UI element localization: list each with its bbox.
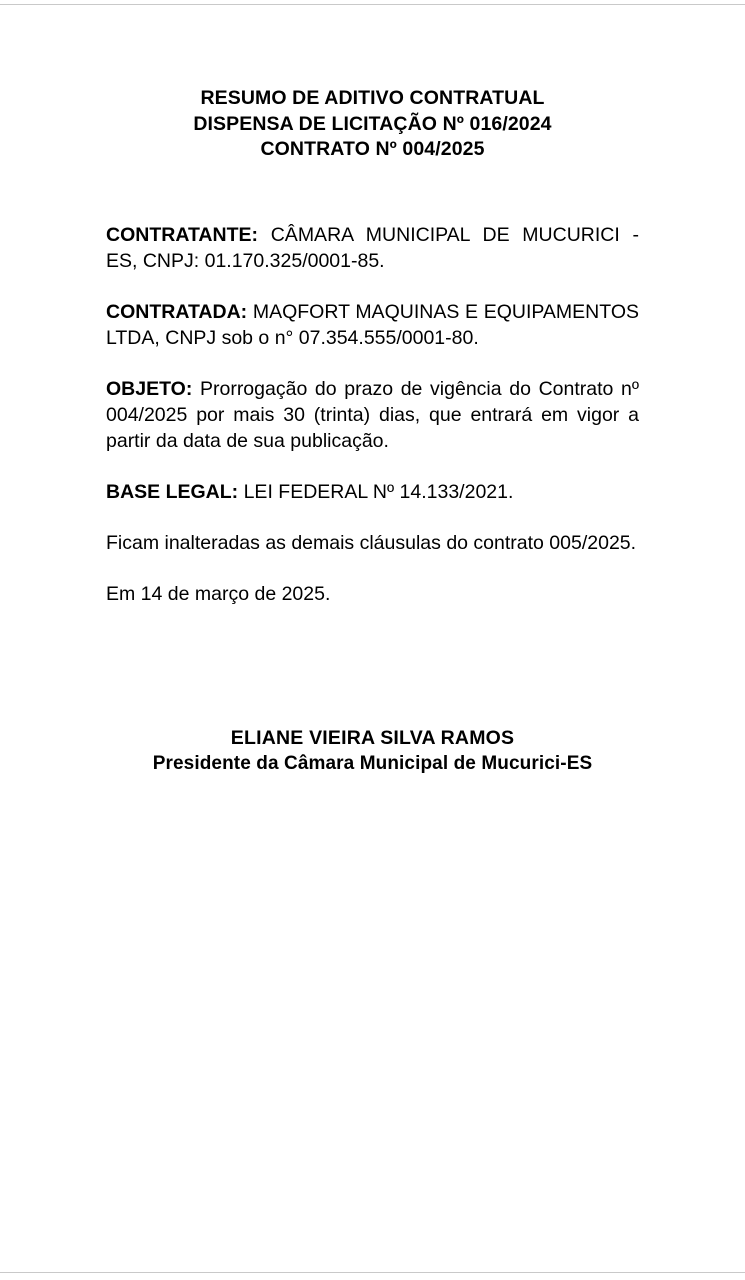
section-base-legal-label: BASE LEGAL: xyxy=(106,480,239,503)
section-base-legal xyxy=(106,479,639,505)
section-clausulas xyxy=(106,530,639,556)
signer-role: Presidente da Câmara Municipal de Mucurici-ES xyxy=(152,752,593,774)
section-contratante-label: CONTRATANTE: xyxy=(106,223,259,246)
page-title xyxy=(106,0,639,163)
page-bottom-divider xyxy=(0,1272,745,1273)
section-contratada-text: MAQFORT MAQUINAS E EQUIPAMENTOS LTDA, CNPJ sob o n° 07.354.555/0001-80. xyxy=(106,300,639,349)
section-contratada xyxy=(106,299,639,351)
section-objeto-text: Prorrogação do prazo de vigência do Contrato nº 004/2025 por mais 30 (trinta) dias, que entrará em vigor a partir da data de sua publicação. xyxy=(106,377,639,452)
title-line-2: DISPENSA DE LICITAÇÃO Nº 016/2024 xyxy=(193,112,552,135)
section-data xyxy=(106,581,639,607)
title-line-3: CONTRATO Nº 004/2025 xyxy=(260,138,485,160)
section-objeto-label: OBJETO: xyxy=(106,377,193,400)
section-contratante xyxy=(106,222,639,274)
title-line-1: RESUMO DE ADITIVO CONTRATUAL xyxy=(200,87,545,109)
section-objeto xyxy=(106,376,639,454)
section-data-text: Em 14 de março de 2025. xyxy=(106,582,331,605)
signer-name: ELIANE VIEIRA SILVA RAMOS xyxy=(230,726,515,749)
signature-block xyxy=(106,725,639,777)
section-clausulas-text: Ficam inalteradas as demais cláusulas do contrato 005/2025. xyxy=(106,531,637,554)
document-content xyxy=(106,0,639,777)
section-base-legal-text: LEI FEDERAL Nº 14.133/2021. xyxy=(238,480,514,503)
section-contratante-text: CÂMARA MUNICIPAL DE MUCURICI - ES, CNPJ: 01.170.325/0001-85. xyxy=(106,223,639,272)
section-contratada-label: CONTRATADA: xyxy=(106,300,248,323)
